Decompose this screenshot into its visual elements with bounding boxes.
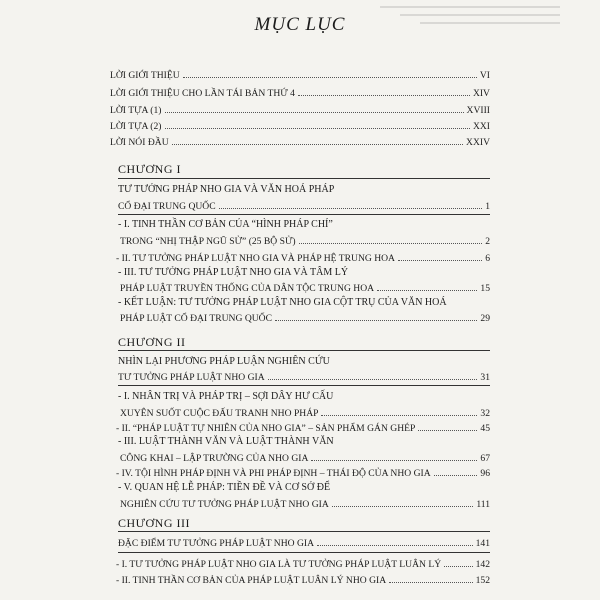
entry-page: XVIII xyxy=(466,105,490,116)
entry-page: XXIV xyxy=(466,137,490,148)
entry-label: LỜI NÓI ĐẦU xyxy=(110,137,169,148)
toc-entry xyxy=(110,100,490,116)
toc-entry xyxy=(110,463,490,479)
toc-entry-line: - KẾT LUẬN: TƯ TƯỞNG PHÁP LUẬT NHO GIA CỘT TRỤ CỦA VĂN HOÁ xyxy=(118,297,447,308)
entry-label: ĐẶC ĐIỂM TƯ TƯỞNG PHÁP LUẬT NHO GIA xyxy=(118,538,315,549)
toc-entry xyxy=(110,65,490,81)
entry-page: 2 xyxy=(485,236,490,247)
toc-entry xyxy=(110,403,490,419)
toc-entry-line: - I. TINH THẦN CƠ BẢN CỦA “HÌNH PHÁP CHÍ” xyxy=(118,219,333,230)
entry-page: VI xyxy=(479,70,490,81)
chapter-heading: CHƯƠNG II xyxy=(118,335,186,349)
toc-entry xyxy=(110,494,490,510)
toc-entry xyxy=(110,132,490,148)
toc-entry xyxy=(118,533,490,549)
entry-page: 152 xyxy=(475,575,490,586)
chapter-rule xyxy=(118,178,490,179)
entry-label: TRONG “NHỊ THẬP NGŨ SỬ” (25 BỘ SỬ) xyxy=(120,236,296,247)
chapter-rule xyxy=(118,552,490,553)
toc-entry xyxy=(110,116,490,132)
chapter-title: NHÌN LẠI PHƯƠNG PHÁP LUẬN NGHIÊN CỨU xyxy=(118,356,330,367)
entry-page: 67 xyxy=(480,453,490,464)
chapter-rule xyxy=(118,214,490,215)
entry-page: 142 xyxy=(475,559,490,570)
toc-entry xyxy=(110,83,490,99)
entry-page: 45 xyxy=(480,423,490,434)
entry-page: 29 xyxy=(480,313,490,324)
toc-entry xyxy=(110,231,490,247)
entry-label: TƯ TƯỞNG PHÁP LUẬT NHO GIA xyxy=(118,372,265,383)
entry-label: - II. TINH THẦN CƠ BẢN CỦA PHÁP LUẬT LUÂN LÝ NHO GIA xyxy=(116,575,387,586)
toc-entry xyxy=(110,554,490,570)
entry-label: LỜI TỰA (2) xyxy=(110,121,162,132)
entry-page: 6 xyxy=(485,253,490,264)
entry-label: - IV. TỘI HÌNH PHÁP ĐỊNH VÀ PHI PHÁP ĐỊNH – THÁI ĐỘ CỦA NHO GIA xyxy=(116,468,431,479)
chapter-rule xyxy=(118,385,490,386)
entry-label: PHÁP LUẬT TRUYỀN THỐNG CỦA DÂN TỘC TRUNG HOA xyxy=(120,283,375,294)
chapter-rule xyxy=(118,350,490,351)
chapter-title: TƯ TƯỞNG PHÁP NHO GIA VÀ VĂN HOÁ PHÁP xyxy=(118,184,335,195)
entry-label: CỔ ĐẠI TRUNG QUỐC xyxy=(118,201,216,212)
chapter-heading: CHƯƠNG III xyxy=(118,516,190,530)
entry-page: XIV xyxy=(472,88,490,99)
toc-entry xyxy=(110,448,490,464)
toc-entry xyxy=(110,418,490,434)
entry-label: CÔNG KHAI – LẬP TRƯỜNG CỦA NHO GIA xyxy=(120,453,309,464)
entry-label: PHÁP LUẬT CỔ ĐẠI TRUNG QUỐC xyxy=(120,313,273,324)
entry-page: 31 xyxy=(480,372,490,383)
chapter-rule xyxy=(118,531,490,532)
entry-label: LỜI TỰA (1) xyxy=(110,105,162,116)
toc-entry-line: - I. NHÂN TRỊ VÀ PHÁP TRỊ – SỢI DÂY HƯ CẤU xyxy=(118,391,334,402)
page-title: MỤC LỤC xyxy=(254,14,346,35)
toc-entry xyxy=(110,308,490,324)
entry-page: 141 xyxy=(475,538,490,549)
entry-page: 32 xyxy=(480,408,490,419)
entry-page: 1 xyxy=(485,201,490,212)
entry-page: 96 xyxy=(480,468,490,479)
toc-entry xyxy=(110,278,490,294)
entry-label: LỜI GIỚI THIỆU CHO LẦN TÁI BẢN THỨ 4 xyxy=(110,88,295,99)
entry-page: 111 xyxy=(476,499,490,510)
toc-entry-line: - III. LUẬT THÀNH VĂN VÀ LUẬT THÀNH VĂN xyxy=(118,436,334,447)
entry-label: LỜI GIỚI THIỆU xyxy=(110,70,180,81)
entry-label: - I. TƯ TƯỞNG PHÁP LUẬT NHO GIA LÀ TƯ TƯỞNG PHÁP LUẬT LUÂN LÝ xyxy=(116,559,442,570)
chapter-heading: CHƯƠNG I xyxy=(118,162,181,176)
entry-label: - II. “PHÁP LUẬT TỰ NHIÊN CỦA NHO GIA” – SẢN PHẨM GÁN GHÉP xyxy=(116,423,416,434)
toc-entry xyxy=(118,196,490,212)
toc-entry xyxy=(118,367,490,383)
entry-label: NGHIÊN CỨU TƯ TƯỞNG PHÁP LUẬT NHO GIA xyxy=(120,499,329,510)
toc-entry-line: - III. TƯ TƯỞNG PHÁP LUẬT NHO GIA VÀ TÂM LÝ xyxy=(118,267,349,278)
toc-entry xyxy=(110,248,490,264)
entry-label: - II. TƯ TƯỞNG PHÁP LUẬT NHO GIA VÀ PHÁP HỆ TRUNG HOA xyxy=(116,253,395,264)
toc-entry-line: - V. QUAN HỆ LỄ PHÁP: TIỀN ĐỀ VÀ CƠ SỞ ĐỂ xyxy=(118,482,331,493)
entry-page: 15 xyxy=(480,283,490,294)
toc-entry xyxy=(110,570,490,586)
entry-label: XUYÊN SUỐT CUỘC ĐẤU TRANH NHO PHÁP xyxy=(120,408,319,419)
entry-page: XXI xyxy=(472,121,490,132)
